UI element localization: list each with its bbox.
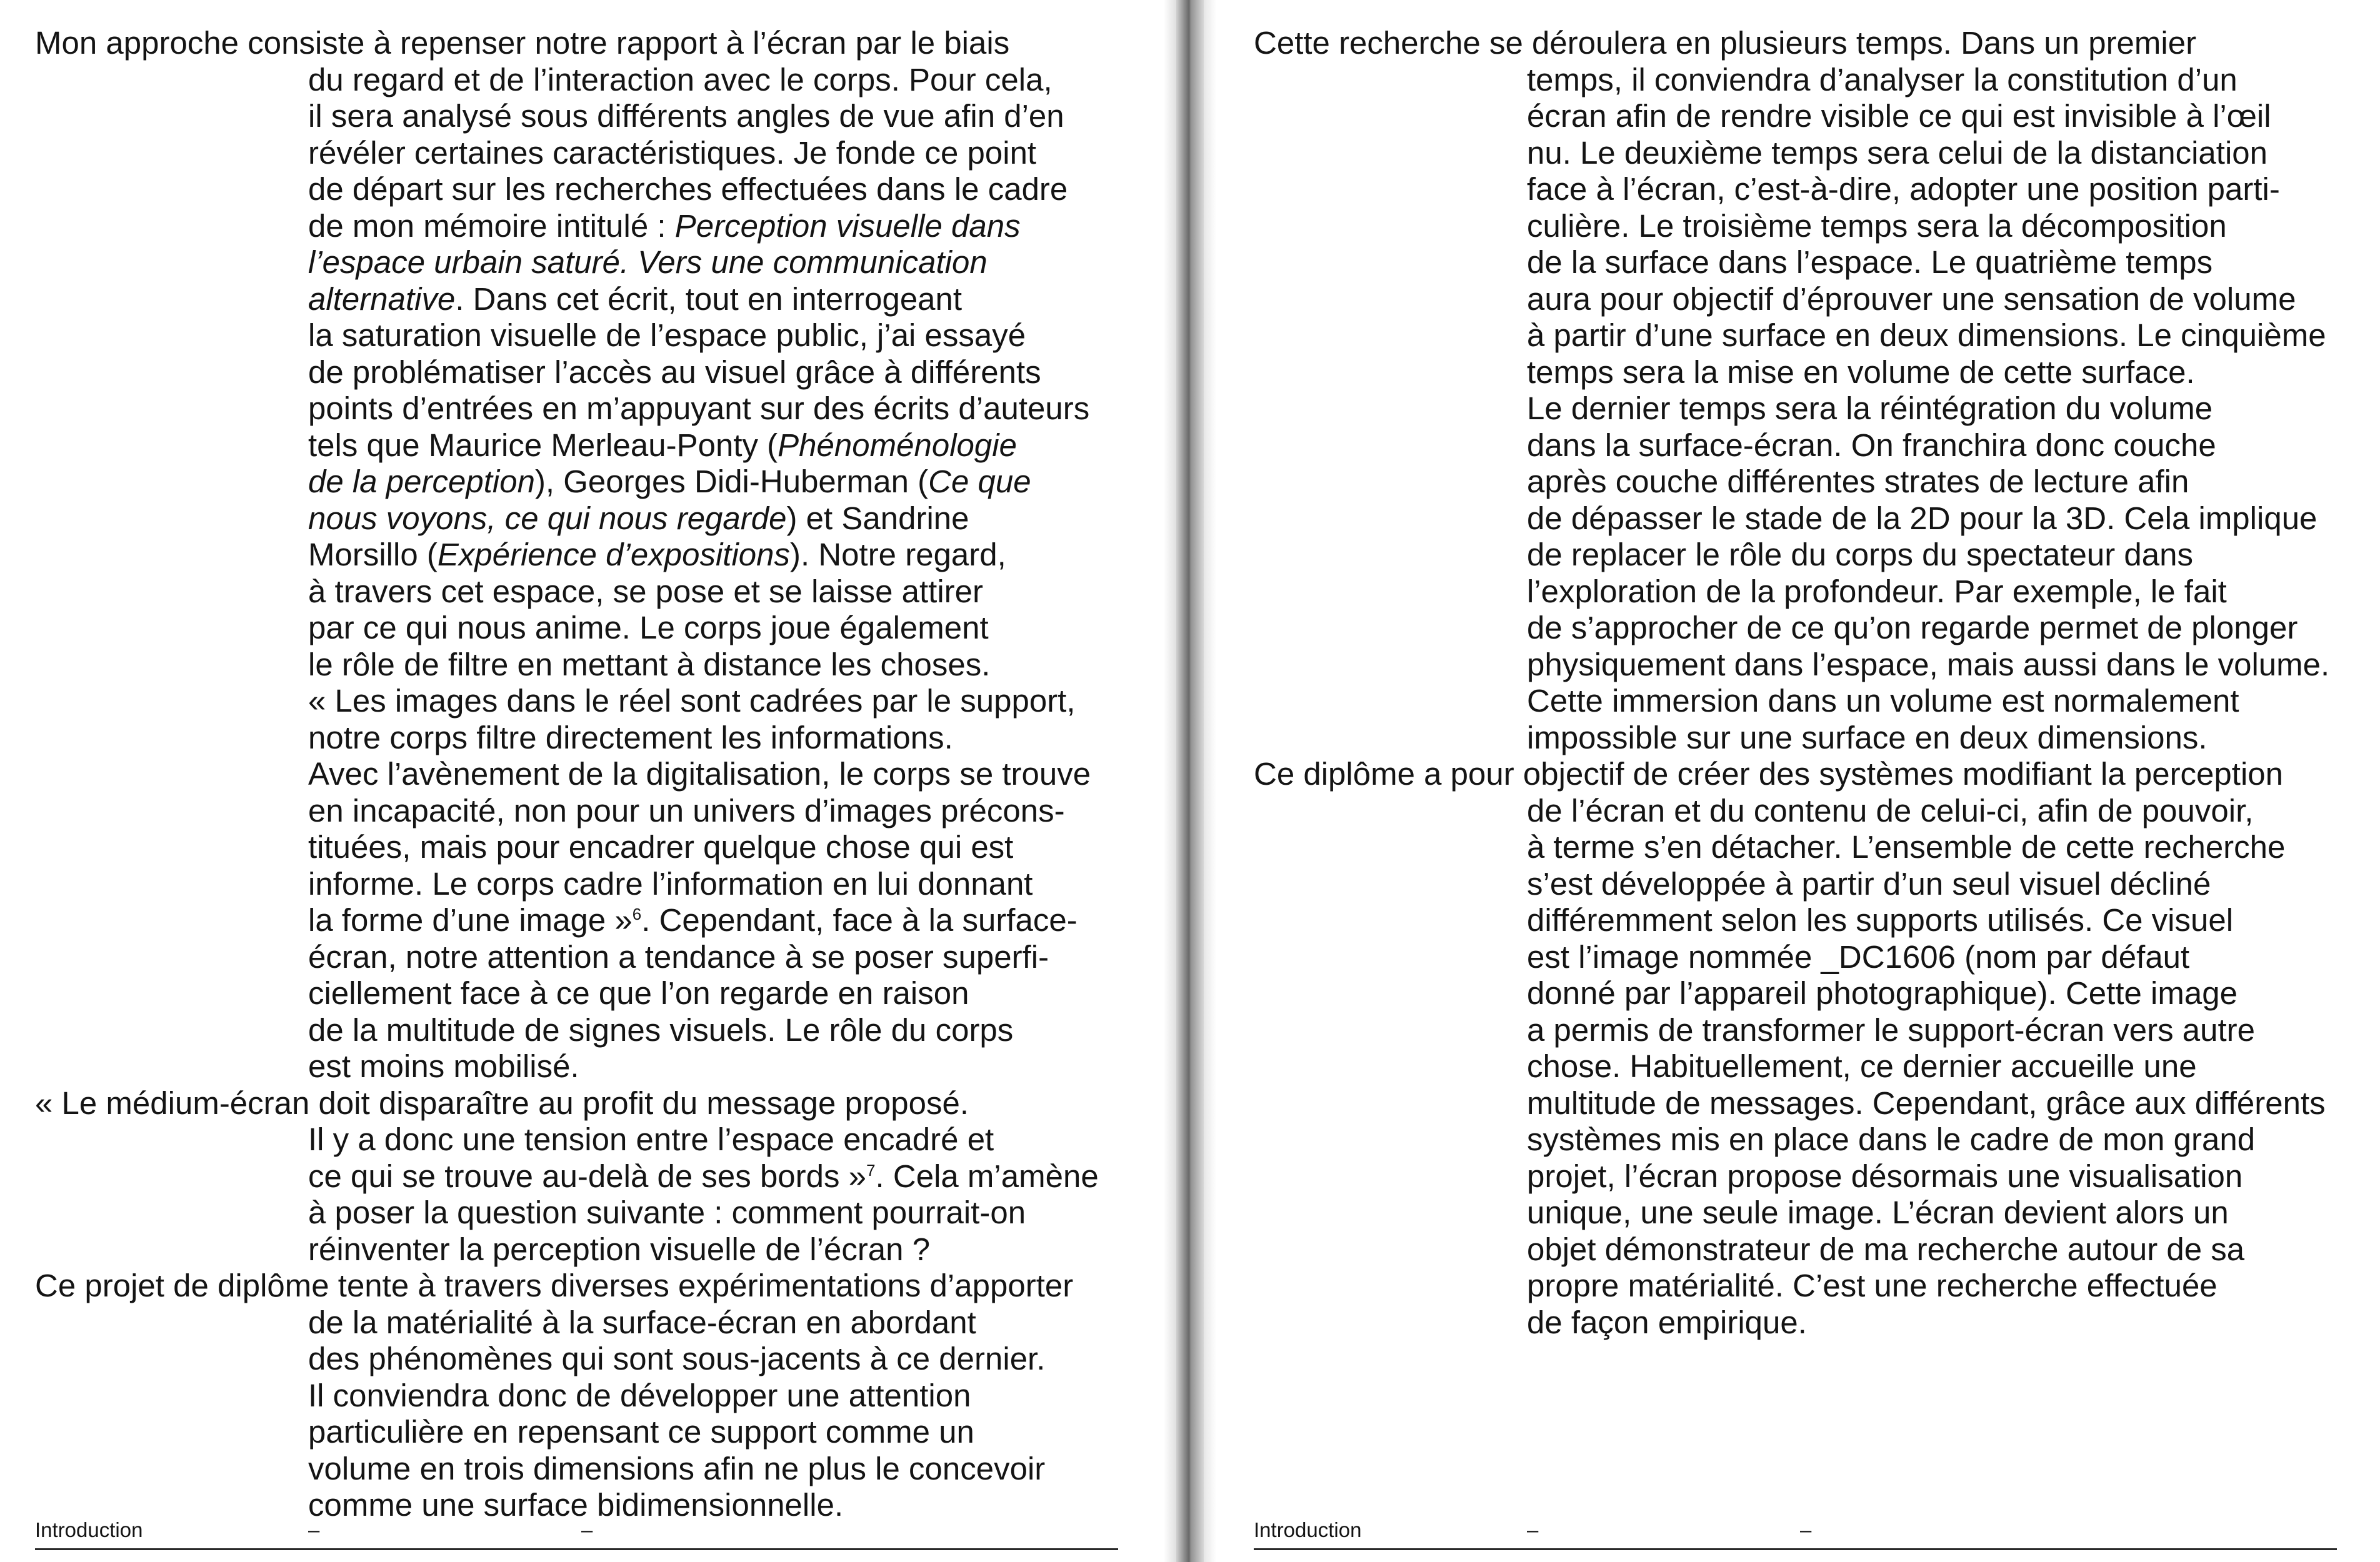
text-line: de la multitude de signes visuels. Le rôle du corps (308, 1012, 1014, 1048)
text-line: a permis de transformer le support-écran vers autre (1527, 1012, 2255, 1048)
text-line: temps sera la mise en volume de cette surface. (1527, 354, 2195, 390)
text-line: la forme d’une image »$^6$. Cependant, face à la surface- (308, 902, 1078, 938)
right-body-text (1254, 25, 2329, 1341)
text-line: à travers cet espace, se pose et se laisse attirer (308, 573, 984, 609)
text-line: physiquement dans l’espace, mais aussi dans le volume. (1527, 646, 2330, 682)
left-page-footer (35, 1518, 1176, 1556)
book-title: Phénoménologie (778, 427, 1017, 463)
footer-dash: – (581, 1518, 593, 1541)
text-line: volume en trois dimensions afin ne plus le concevoir (308, 1450, 1046, 1486)
text-line: comme une surface bidimensionnelle. (308, 1487, 844, 1523)
text-line: des phénomènes qui sont sous-jacents à ce dernier. (308, 1341, 1046, 1376)
text-line: s’est développée à partir d’un seul visuel décliné (1527, 865, 2211, 902)
quote-line: informe. Le corps cadre l’information en lui donnant (308, 865, 1033, 902)
text-line: de départ sur les recherches effectuées dans le cadre (308, 171, 1068, 207)
text-line: l’exploration de la profondeur. Par exemple, le fait (1527, 573, 2227, 609)
footer-dash: – (308, 1518, 320, 1541)
text-line: dans la surface-écran. On franchira donc couche (1527, 427, 2216, 463)
memoir-title-line: l’espace urbain saturé. Vers une communication (308, 244, 988, 280)
left-page (0, 0, 1176, 1562)
paragraph-start-line: Ce projet de diplôme tente à travers diverses expérimentations d’apporter (35, 1268, 1074, 1303)
text-line: Il conviendra donc de développer une attention (308, 1377, 971, 1413)
paragraph-start-line: Mon approche consiste à repenser notre rapport à l’écran par le biais (35, 25, 1010, 61)
quote-line: tituées, mais pour encadrer quelque chose qui est (308, 829, 1014, 865)
right-page (1204, 0, 2380, 1562)
text-line: nous voyons, ce qui nous regarde) et Sandrine (308, 500, 969, 536)
running-footer-label: Introduction (1254, 1518, 1362, 1541)
text-line: face à l’écran, c’est-à-dire, adopter une position parti- (1527, 171, 2280, 207)
text-line: particulière en repensant ce support comme un (308, 1414, 974, 1450)
text-line: la saturation visuelle de l’espace public, j’ai essayé (308, 317, 1026, 353)
quote-line: « Les images dans le réel sont cadrées par le support, (308, 683, 1076, 719)
text-line: à terme s’en détacher. L’ensemble de cette recherche (1527, 829, 2286, 865)
text-line: culière. Le troisième temps sera la décomposition (1527, 207, 2227, 244)
text-line: le rôle de filtre en mettant à distance les choses. (308, 646, 991, 682)
text-line: ce qui se trouve au-delà de ses bords »$^7$. Cela m’amène (308, 1158, 1099, 1194)
text-line: Le dernier temps sera la réintégration du volume (1527, 390, 2213, 426)
quote-line: Avec l’avènement de la digitalisation, le corps se trouve (308, 756, 1091, 792)
memoir-title: Perception visuelle dans (674, 207, 1021, 244)
text-line: de problématiser l’accès au visuel grâce à différents (308, 354, 1041, 390)
text-line: Morsillo (Expérience d’expositions). Notre regard, (308, 537, 1006, 572)
text-line: de mon mémoire intitulé : Perception visuelle dans (308, 207, 1021, 244)
paragraph-start-line: Ce diplôme a pour objectif de créer des systèmes modifiant la perception (1254, 756, 2284, 792)
text-line: tels que Maurice Merleau-Ponty (Phénoménologie (308, 427, 1017, 463)
text-line: temps, il conviendra d’analyser la constitution d’un (1527, 61, 2238, 97)
text-line: objet démonstrateur de ma recherche autour de sa (1527, 1231, 2245, 1267)
text-line: propre matérialité. C’est une recherche effectuée (1527, 1268, 2218, 1303)
text-line: multitude de messages. Cependant, grâce aux différents (1527, 1085, 2326, 1121)
text-line: révéler certaines caractéristiques. Je fonde ce point (308, 134, 1037, 171)
text-line: de la perception), Georges Didi-Huberman (Ce que (308, 464, 1031, 499)
text-line: alternative. Dans cet écrit, tout en interrogeant (308, 281, 962, 317)
text-line: à partir d’une surface en deux dimensions. Le cinquième (1527, 317, 2326, 353)
footer-dash: – (1800, 1518, 1812, 1541)
text-line: points d’entrées en m’appuyant sur des écrits d’auteurs (308, 390, 1090, 426)
right-page-footer (1254, 1518, 2380, 1556)
text-line: systèmes mis en place dans le cadre de mon grand (1527, 1122, 2256, 1157)
paragraph-start-line: Cette recherche se déroulera en plusieurs temps. Dans un premier (1254, 25, 2197, 61)
footer-rule (35, 1548, 1118, 1550)
text-line: de s’approcher de ce qu’on regarde permet de plonger (1527, 610, 2298, 645)
paragraph-start-line: « Le médium-écran doit disparaître au profit du message proposé. (35, 1085, 969, 1121)
running-footer-label: Introduction (35, 1518, 143, 1541)
text-line: de façon empirique. (1527, 1304, 1807, 1340)
text-line: projet, l’écran propose désormais une visualisation (1527, 1158, 2243, 1194)
text-line: de la matérialité à la surface-écran en abordant (308, 1304, 976, 1340)
text-line: chose. Habituellement, ce dernier accueille une (1527, 1048, 2197, 1084)
text-line: de la surface dans l’espace. Le quatrième temps (1527, 244, 2213, 280)
text-line: donné par l’appareil photographique). Cette image (1527, 975, 2238, 1011)
text-line: par ce qui nous anime. Le corps joue également (308, 610, 989, 645)
footer-dash: – (1527, 1518, 1539, 1541)
text-line: ciellement face à ce que l’on regarde en raison (308, 975, 969, 1011)
text-line: de dépasser le stade de la 2D pour la 3D. Cela implique (1527, 500, 2318, 536)
text-line: est moins mobilisé. (308, 1048, 579, 1084)
footnote-ref-7[interactable]: 7 (866, 1160, 876, 1180)
footer-rule (1254, 1548, 2337, 1550)
text-line: nu. Le deuxième temps sera celui de la distanciation (1527, 134, 2268, 171)
text-line: après couche différentes strates de lecture afin (1527, 464, 2189, 499)
text-line: impossible sur une surface en deux dimensions. (1527, 719, 2208, 755)
text-line: du regard et de l’interaction avec le corps. Pour cela, (308, 61, 1052, 97)
text-line: unique, une seule image. L’écran devient alors un (1527, 1195, 2229, 1230)
text-line: de l’écran et du contenu de celui-ci, afin de pouvoir, (1527, 792, 2254, 828)
text-line: Il y a donc une tension entre l’espace encadré et (308, 1122, 994, 1157)
text-line: de replacer le rôle du corps du spectateur dans (1527, 537, 2193, 572)
quote-line: notre corps filtre directement les informations. (308, 719, 953, 755)
text-line: est l’image nommée _DC1606 (nom par défaut (1527, 938, 2190, 975)
text-line: Cette immersion dans un volume est normalement (1527, 683, 2239, 719)
text-line: différemment selon les supports utilisés. Ce visuel (1527, 902, 2234, 938)
text-line: à poser la question suivante : comment pourrait-on (308, 1195, 1026, 1230)
text-line: écran, notre attention a tendance à se poser superfi- (308, 938, 1049, 975)
left-body-text (35, 25, 1099, 1524)
quote-line: en incapacité, non pour un univers d’images précons- (308, 792, 1065, 828)
text-line: il sera analysé sous différents angles de vue afin d’en (308, 98, 1064, 134)
footnote-ref-6[interactable]: 6 (632, 905, 642, 923)
text-line: écran afin de rendre visible ce qui est invisible à l’œil (1527, 98, 2271, 134)
text-line: réinventer la perception visuelle de l’écran ? (308, 1231, 931, 1267)
text-line: aura pour objectif d’éprouver une sensation de volume (1527, 281, 2296, 317)
